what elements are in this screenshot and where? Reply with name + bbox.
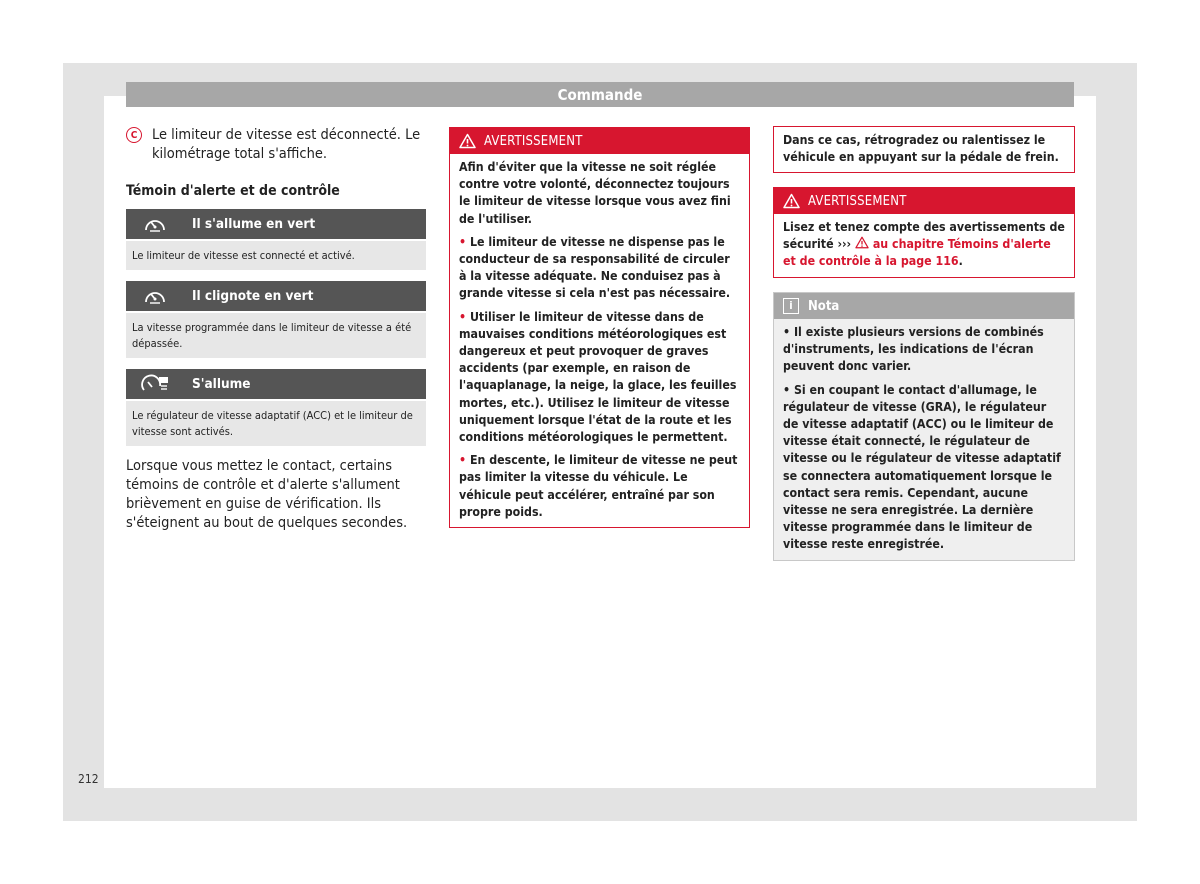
warning-bullet-text: En descente, le limiteur de vitesse ne peut pas limiter la vitesse du véhicule. Le véhicule peut accélérer, entraîné par son propre poids. [459,453,738,519]
info-icon: i [783,298,799,314]
warning-body [774,214,1074,277]
lamp-title: S'allume [192,376,251,392]
cross-reference-link[interactable]: au chapitre Témoins d'alerte et de contrôle à la page 116 [783,237,1051,269]
warning-bullet [459,309,740,447]
warning-bullet [459,452,740,521]
warning-text: Lisez et tenez compte des avertissements de sécurité [783,220,1065,252]
warning-box [449,127,750,528]
warning-label: AVERTISSEMENT [808,194,907,209]
body-paragraph: Lorsque vous mettez le contact, certains témoins de contrôle et d'alerte s'allument brièvement en guise de vérification. Ils s'éteignent au bout de quelques secondes. [126,458,408,531]
lamp-block-1 [126,209,426,270]
warning-text-end: . [958,254,963,269]
lamp-block-3 [126,369,426,446]
speedometer-icon [142,214,168,234]
lamp-title: Il s'allume en vert [192,216,316,232]
note-bullet: • Il existe plusieurs versions de combinés d'instruments, les indications de l'écran peuvent donc varier. [783,325,1044,374]
item-c [126,126,426,164]
link-arrows: ››› [837,237,852,252]
warning-bullet-text: Le limiteur de vitesse ne dispense pas le conducteur de sa responsabilité de circuler à la vitesse adéquate. Ne conduisez pas à grande vitesse si cela n'est pas nécessaire. [459,234,731,301]
note-bullet-text: Il existe plusieurs versions de combinés d'instruments, les indications de l'écran peuvent donc varier. [783,325,1044,374]
page-number: 212 [78,772,99,786]
warning-intro: Afin d'éviter que la vitesse ne soit réglée contre votre volonté, déconnectez toujours le limiteur de vitesse lorsque vous avez fini de l'utiliser. [459,160,731,226]
speedometer-icon [142,286,168,306]
lamp-header [126,369,426,399]
note-body [774,319,1074,560]
note-label: Nota [808,299,840,314]
warning-header [774,188,1074,214]
lamp-description: La vitesse programmée dans le limiteur de vitesse a été dépassée. [126,313,426,358]
lamp-header [126,209,426,239]
warning-continued-box [773,126,1075,173]
lamp-description: Le limiteur de vitesse est connecté et activé. [126,241,426,270]
bullet-dot: • [459,453,467,468]
note-bullet: • Si en coupant le contact d'allumage, le régulateur de vitesse (GRA), le régulateur de vitesse adaptatif (ACC) ou le limiteur de vitesse était connecté, le régulateur de vitesse ou le régulateur de vitesse adaptatif se connectera automatiquement lorsque le contact sera remis. Cependant, aucune vitesse ne sera enregistrée. La dernière vitesse programmée dans le limiteur de vitesse reste enregistrée. [783,382,1061,552]
warning-bullet [459,234,740,303]
lamp-block-2 [126,281,426,358]
subheading: Témoin d'alerte et de contrôle [126,183,340,199]
warning-triangle-icon [783,193,800,209]
acc-speedometer-icon [140,374,170,394]
note-header [774,293,1074,319]
warning-label: AVERTISSEMENT [484,134,583,149]
warning-header [450,128,749,154]
warning-bullet-text: Utiliser le limiteur de vitesse dans de mauvaises conditions météorologiques est dangereux et peut provoquer de graves accidents (par exemple, en raison de l'aquaplanage, la neige, la glace, les feuilles mortes, etc.). Utilisez le limiteur de vitesse uniquement lorsque l'état de la route et les conditions météorologiques le permettent. [459,309,737,445]
note-box [773,292,1075,561]
c-badge: C [126,127,142,143]
section-header: Commande [126,82,1074,107]
warning-triangle-icon [459,133,476,149]
lamp-header [126,281,426,311]
bullet-dot: • [459,309,467,324]
note-bullet-text: Si en coupant le contact d'allumage, le régulateur de vitesse (GRA), le régulateur de vitesse adaptatif (ACC) ou le limiteur de vitesse était connecté, le régulateur de vitesse ou le régulateur de vitesse adaptatif se connectera automatiquement lorsque le contact sera remis. Cependant, aucune vitesse ne sera enregistrée. La dernière vitesse programmée dans le limiteur de vitesse reste enregistrée. [783,382,1061,552]
lamp-description: Le régulateur de vitesse adaptatif (ACC) et le limiteur de vitesse sont activés. [126,401,426,446]
warning-box-2 [773,187,1075,278]
warning-triangle-icon [855,236,869,249]
warning-continued-text: Dans ce cas, rétrogradez ou ralentissez le véhicule en appuyant sur la pédale de frein. [783,133,1059,165]
warning-body [450,154,749,527]
bullet-dot: • [459,234,467,249]
lamp-title: Il clignote en vert [192,288,314,304]
item-c-text: Le limiteur de vitesse est déconnecté. Le kilométrage total s'affiche. [152,127,421,162]
